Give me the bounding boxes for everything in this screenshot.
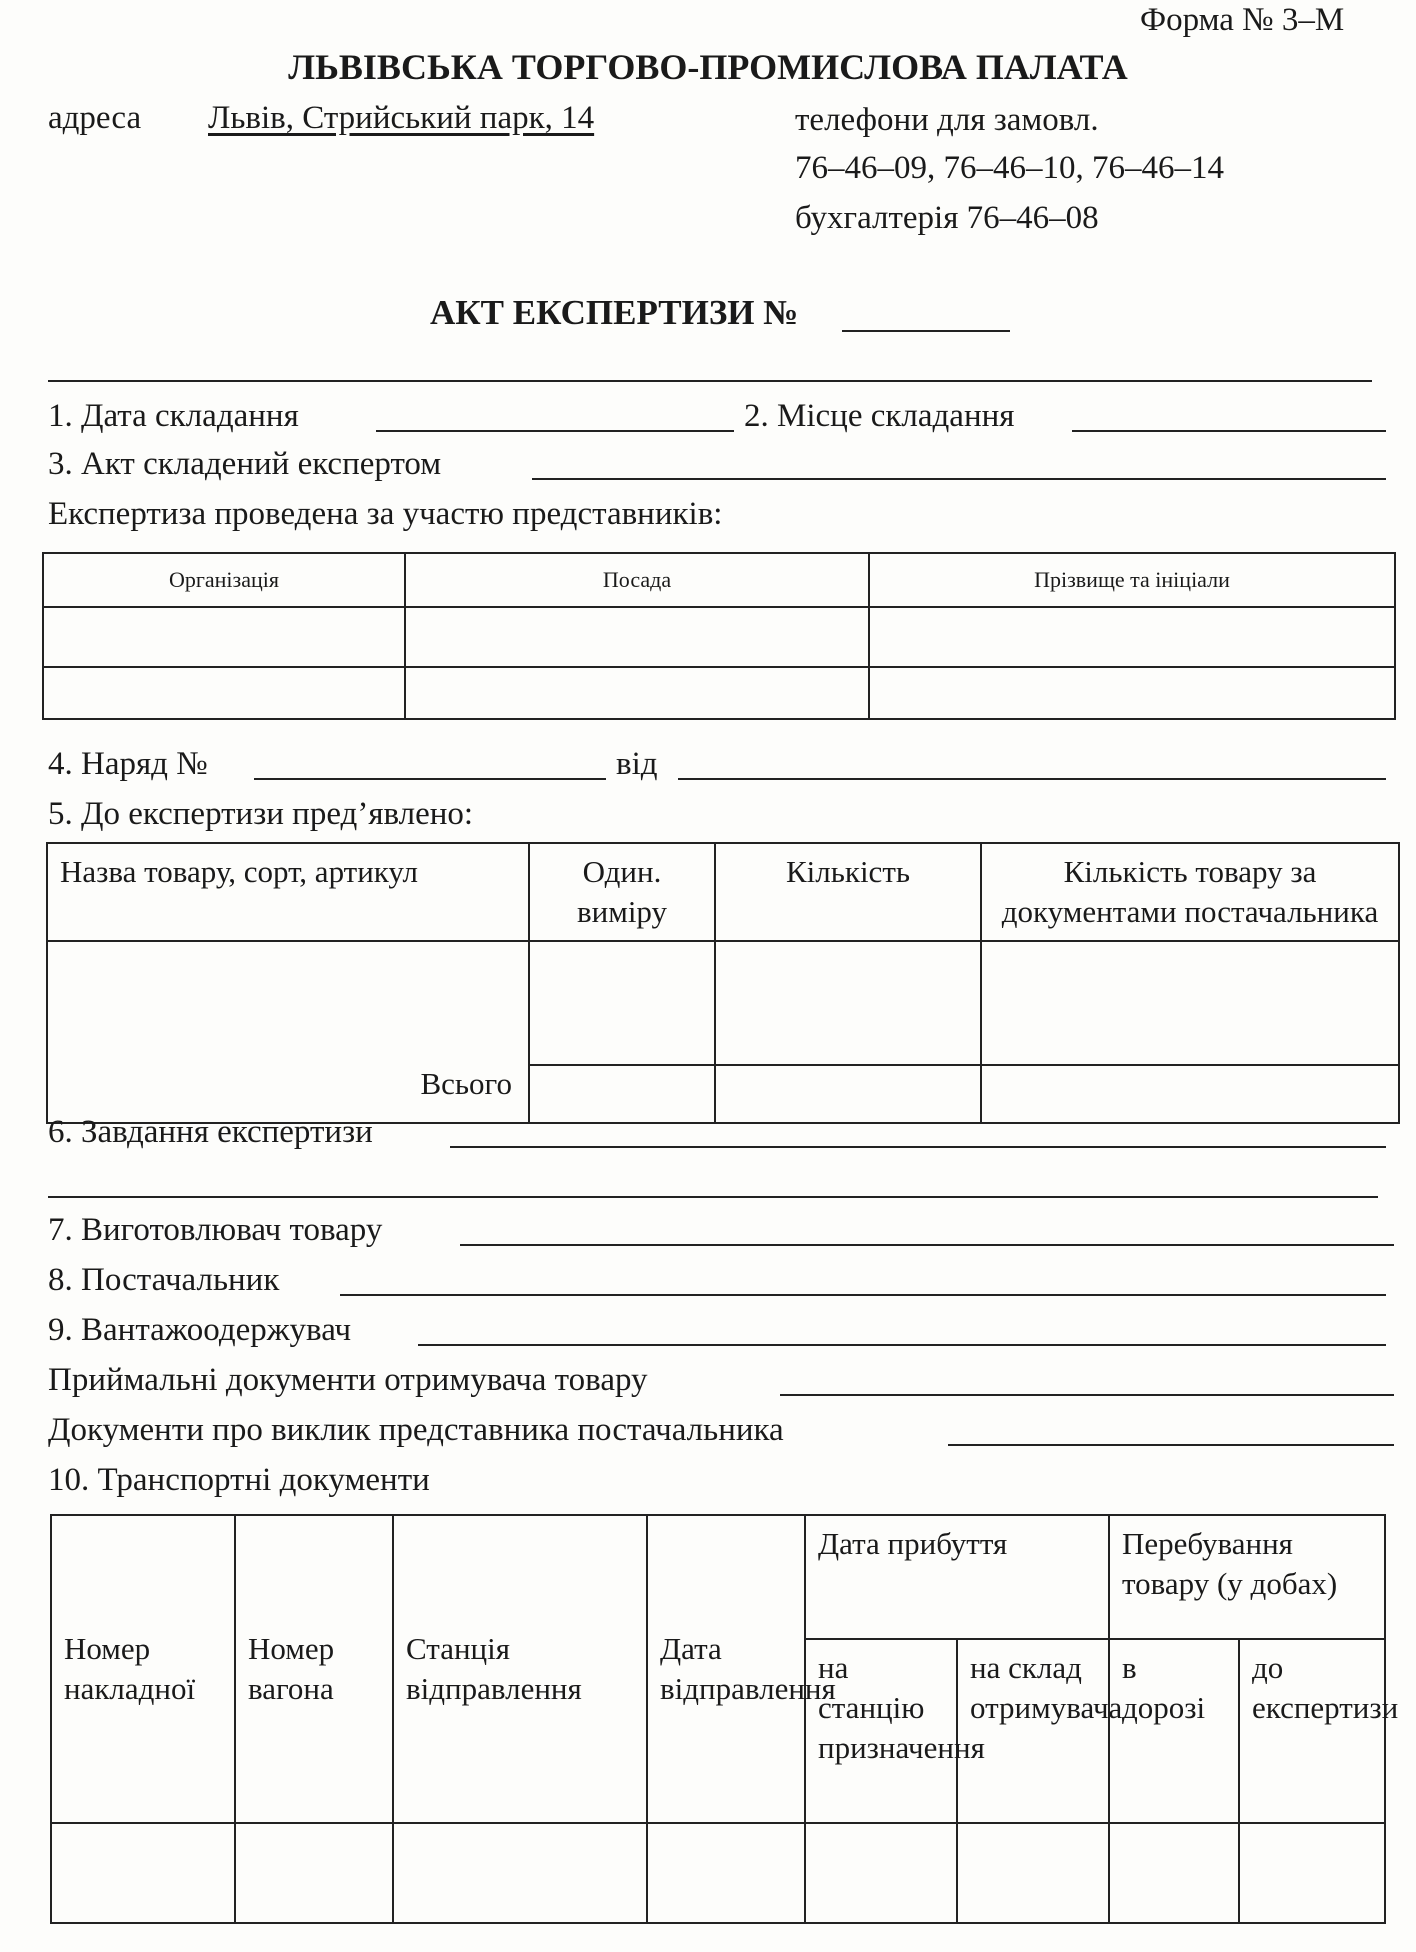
- transport-table: [50, 1514, 1399, 1924]
- form-number: Форма № 3–М: [1140, 2, 1345, 38]
- participants-label: Експертиза проведена за участю представників:: [48, 496, 723, 532]
- participants-cell[interactable]: [43, 607, 405, 667]
- goods-cell[interactable]: [981, 941, 1399, 1065]
- presented-label: 5. До експертизи пред’явлено:: [48, 796, 474, 832]
- field-date-blank[interactable]: [376, 430, 734, 432]
- field-expert-blank[interactable]: [532, 478, 1386, 480]
- participants-cell[interactable]: [869, 607, 1395, 667]
- goods-total-cell[interactable]: [981, 1065, 1399, 1123]
- transport-docs-label: 10. Транспортні документи: [48, 1462, 430, 1498]
- transport-header-on-road: в дорозі: [1109, 1639, 1239, 1823]
- goods-total-label: Всього: [47, 941, 529, 1123]
- goods-cell[interactable]: [715, 941, 981, 1065]
- goods-total-cell[interactable]: [529, 1065, 715, 1123]
- goods-header-supplier-quantity: Кількість товару за документами постачальника: [981, 843, 1399, 941]
- transport-header-stay: Перебування товару (у добах): [1109, 1515, 1385, 1639]
- transport-header-arrival-date: Дата прибуття: [805, 1515, 1109, 1639]
- field-place-blank[interactable]: [1072, 430, 1386, 432]
- field-expert-label: 3. Акт складений експертом: [48, 446, 442, 482]
- transport-header-wagon: Номер вагона: [235, 1515, 393, 1823]
- consignee-blank[interactable]: [418, 1344, 1386, 1346]
- supplier-label: 8. Постачальник: [48, 1262, 280, 1298]
- transport-header-to-warehouse: на склад отримувача: [957, 1639, 1109, 1823]
- order-date-blank[interactable]: [678, 778, 1386, 780]
- transport-header-to-station: на станцію призначення: [805, 1639, 957, 1823]
- participants-header-position: Посада: [405, 553, 869, 607]
- phones-values: 76–46–09, 76–46–10, 76–46–14: [795, 150, 1224, 186]
- transport-header-to-expertise: до експертизи: [1239, 1639, 1385, 1823]
- field-place-label: 2. Місце складання: [744, 398, 1015, 434]
- goods-header-quantity: Кількість: [715, 843, 981, 941]
- transport-cell[interactable]: [647, 1823, 805, 1923]
- goods-total-cell[interactable]: [715, 1065, 981, 1123]
- participants-cell[interactable]: [43, 667, 405, 719]
- goods-table: [46, 842, 1400, 1124]
- transport-cell[interactable]: [805, 1823, 957, 1923]
- order-label: 4. Наряд №: [48, 746, 208, 782]
- manufacturer-label: 7. Виготовлювач товару: [48, 1212, 383, 1248]
- participants-cell[interactable]: [405, 607, 869, 667]
- transport-cell[interactable]: [393, 1823, 647, 1923]
- goods-header-unit: Один. виміру: [529, 843, 715, 941]
- transport-cell[interactable]: [51, 1823, 235, 1923]
- goods-header-name: Назва товару, сорт, артикул: [47, 843, 529, 941]
- accounting-phone: бухгалтерія 76–46–08: [795, 200, 1099, 236]
- transport-cell[interactable]: [957, 1823, 1109, 1923]
- document-title: АКТ ЕКСПЕРТИЗИ №: [430, 293, 799, 332]
- transport-header-station: Станція відправлення: [393, 1515, 647, 1823]
- participants-cell[interactable]: [869, 667, 1395, 719]
- participants-header-organization: Організація: [43, 553, 405, 607]
- transport-header-invoice: Номер накладної: [51, 1515, 235, 1823]
- task-label: 6. Завдання експертизи: [48, 1114, 373, 1150]
- participants-header-name: Прізвище та ініціали: [869, 553, 1395, 607]
- transport-cell[interactable]: [235, 1823, 393, 1923]
- org-name: ЛЬВІВСЬКА ТОРГОВО-ПРОМИСЛОВА ПАЛАТА: [288, 47, 1128, 87]
- transport-cell[interactable]: [1109, 1823, 1239, 1923]
- participants-table: [42, 552, 1396, 720]
- address-value: Львів, Стрийський парк, 14: [208, 100, 595, 136]
- acceptance-docs-blank[interactable]: [780, 1394, 1394, 1396]
- manufacturer-blank[interactable]: [460, 1244, 1394, 1246]
- phones-label: телефони для замовл.: [795, 102, 1099, 138]
- participants-cell[interactable]: [405, 667, 869, 719]
- call-docs-label: Документи про виклик представника постачальника: [48, 1412, 784, 1448]
- consignee-label: 9. Вантажоодержувач: [48, 1312, 352, 1348]
- supplier-blank[interactable]: [340, 1294, 1386, 1296]
- call-docs-blank[interactable]: [948, 1444, 1394, 1446]
- title-underline: [48, 380, 1372, 382]
- field-date-label: 1. Дата складання: [48, 398, 299, 434]
- goods-cell[interactable]: [529, 941, 715, 1065]
- transport-cell[interactable]: [1239, 1823, 1385, 1923]
- address-label: адреса: [48, 100, 142, 136]
- act-number-blank[interactable]: [842, 330, 1010, 332]
- transport-header-departure-date: Дата відправлення: [647, 1515, 805, 1823]
- order-from-label: від: [616, 746, 658, 782]
- acceptance-docs-label: Приймальні документи отримувача товару: [48, 1362, 648, 1398]
- order-number-blank[interactable]: [254, 778, 606, 780]
- task-blank-2[interactable]: [48, 1196, 1378, 1198]
- task-blank[interactable]: [450, 1146, 1386, 1148]
